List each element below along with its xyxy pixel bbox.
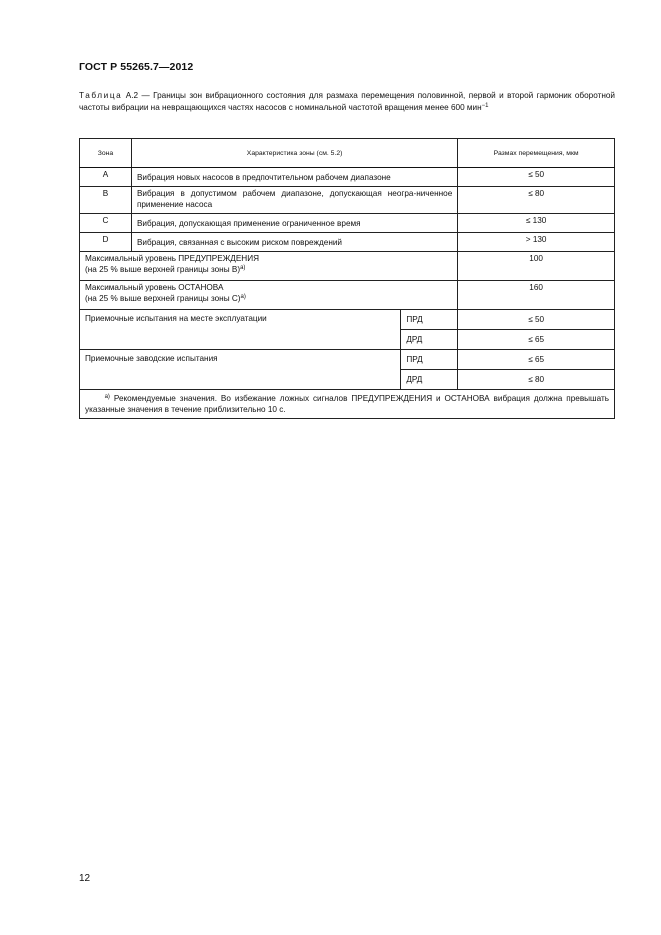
table-row-zone-a xyxy=(80,168,615,187)
acceptance-value: ≤ 65 xyxy=(458,350,615,370)
warning-level-label xyxy=(80,252,458,281)
warning-line1: Максимальный уровень ПРЕДУПРЕЖДЕНИЯ xyxy=(85,254,259,263)
acceptance-value: ≤ 65 xyxy=(458,330,615,350)
shutdown-level-label xyxy=(80,281,458,310)
caption-number: А.2 xyxy=(125,91,139,100)
acceptance-code: ПРД xyxy=(401,310,458,330)
acceptance-value: ≤ 50 xyxy=(458,310,615,330)
factory-acceptance-label: Приемочные заводские испытания xyxy=(80,350,401,390)
table-row-site-acceptance-prd xyxy=(80,310,615,330)
shutdown-level-value: 160 xyxy=(458,281,615,310)
zone-description: Вибрация в допустимом рабочем диапазоне, допускающая неогра-ниченное применение насоса xyxy=(131,187,457,214)
caption-unit-superscript: −1 xyxy=(481,102,489,109)
shutdown-line2: (на 25 % выше верхней границы зоны C) xyxy=(85,294,241,303)
acceptance-code: ПРД xyxy=(401,350,458,370)
table-caption xyxy=(79,90,615,113)
header-displacement: Размах перемещения, мкм xyxy=(458,139,615,168)
zone-value: ≤ 130 xyxy=(458,214,615,233)
zone-cell: D xyxy=(80,233,132,252)
shutdown-line1: Максимальный уровень ОСТАНОВА xyxy=(85,283,224,292)
table-row-warning-level xyxy=(80,252,615,281)
header-zone: Зона xyxy=(80,139,132,168)
zone-cell: C xyxy=(80,214,132,233)
document-header: ГОСТ Р 55265.7—2012 xyxy=(79,61,194,73)
zone-description: Вибрация, допускающая применение ограниченное время xyxy=(131,214,457,233)
page-number: 12 xyxy=(79,873,91,884)
zone-value: ≤ 50 xyxy=(458,168,615,187)
header-characteristic: Характеристика зоны (см. 5.2) xyxy=(131,139,457,168)
zone-description: Вибрация новых насосов в предпочтительном рабочем диапазоне xyxy=(131,168,457,187)
acceptance-code: ДРД xyxy=(401,370,458,390)
site-acceptance-label: Приемочные испытания на месте эксплуатации xyxy=(80,310,401,350)
zone-description: Вибрация, связанная с высоким риском повреждений xyxy=(131,233,457,252)
zone-value: ≤ 80 xyxy=(458,187,615,214)
table-row-shutdown-level xyxy=(80,281,615,310)
footnote-text: Рекомендуемые значения. Во избежание ложных сигналов ПРЕДУПРЕЖДЕНИЯ и ОСТАНОВА вибрация должна превышать указанные значения в течение приблизительно 10 с. xyxy=(85,394,610,414)
footnote-mark: а) xyxy=(104,394,110,400)
zone-cell: A xyxy=(80,168,132,187)
table-row-factory-acceptance-prd xyxy=(80,350,615,370)
warning-level-value: 100 xyxy=(458,252,615,281)
table-row-footnote xyxy=(80,390,615,419)
caption-text: — Границы зон вибрационного состояния для размаха перемещения половинной, первой и второй гармоник оборотной частоты вибрации на невращающихся частях насосов с номинальной частотой вращения менее 600 мин xyxy=(79,91,616,112)
acceptance-code: ДРД xyxy=(401,330,458,350)
zone-cell: B xyxy=(80,187,132,214)
table-header-row xyxy=(80,139,615,168)
table-footnote xyxy=(80,390,615,419)
table-row-zone-b xyxy=(80,187,615,214)
zone-value: > 130 xyxy=(458,233,615,252)
warning-line2: (на 25 % выше верхней границы зоны B) xyxy=(85,265,241,274)
warning-footnote-mark: a) xyxy=(240,265,246,271)
table-row-zone-d xyxy=(80,233,615,252)
shutdown-footnote-mark: a) xyxy=(240,294,246,300)
acceptance-value: ≤ 80 xyxy=(458,370,615,390)
vibration-zones-table xyxy=(79,138,615,419)
table-row-zone-c xyxy=(80,214,615,233)
caption-label: Таблица xyxy=(79,91,123,100)
